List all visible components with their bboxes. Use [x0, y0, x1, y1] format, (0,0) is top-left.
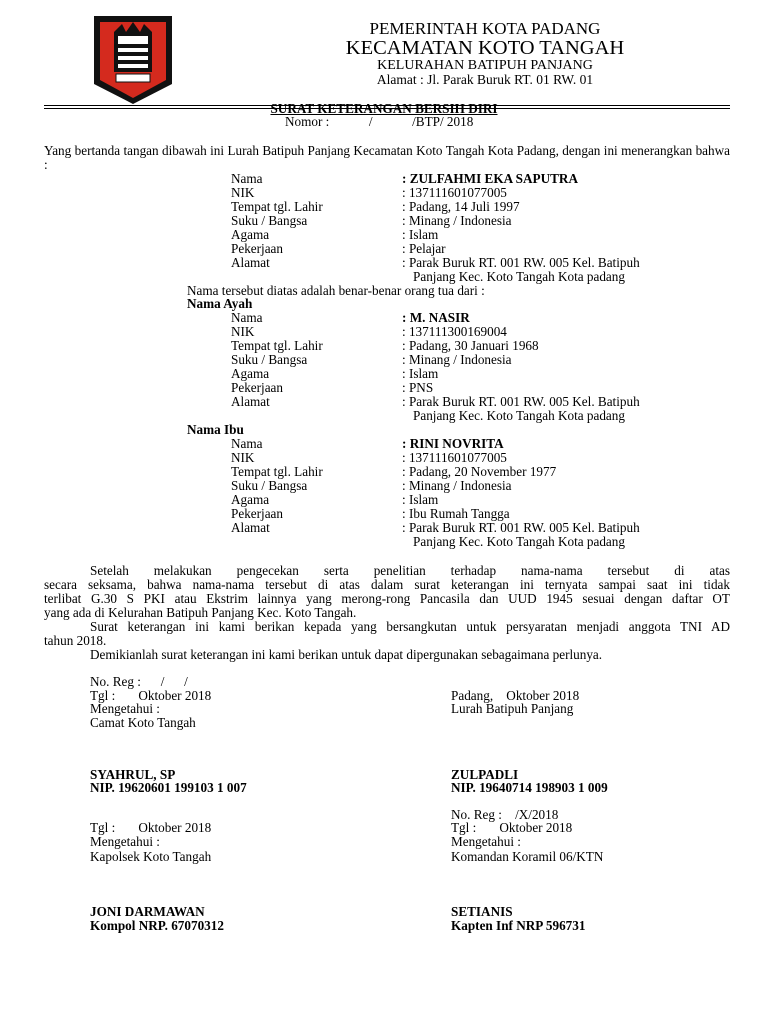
detail-value: : 137111300169004 [402, 324, 507, 339]
kapolsek-jabatan: Kapolsek Koto Tangah [90, 849, 212, 864]
camat-nip: NIP. 19620601 199103 1 007 [90, 780, 247, 795]
letter-title: SURAT KETERANGAN BERSIH DIRI [270, 101, 498, 116]
detail-value: : Islam [402, 227, 439, 242]
kapolsek-name: JONI DARMAWAN [90, 904, 205, 919]
detail-label: Suku / Bangsa [231, 478, 308, 493]
detail-value: : Padang, 14 Juli 1997 [402, 199, 520, 214]
kapolsek-nrp: Kompol NRP. 67070312 [90, 918, 224, 933]
intro-paragraph: Yang bertanda tangan dibawah ini Lurah Batipuh Panjang Kecamatan Koto Tangah Kota Padang, dengan ini menerangkan bahwa : [44, 143, 730, 172]
detail-value: : Islam [402, 366, 439, 381]
camat-name: SYAHRUL, SP [90, 767, 176, 782]
detail-value: : Minang / Indonesia [402, 352, 512, 367]
detail-value: : 137111601077005 [402, 450, 507, 465]
lurah-place-date: Padang, Oktober 2018 [451, 688, 580, 703]
lurah-jabatan: Lurah Batipuh Panjang [451, 701, 574, 716]
detail-label: Pekerjaan [231, 380, 283, 395]
lurah-nip: NIP. 19640714 198903 1 009 [451, 780, 608, 795]
body-p1-line2: secara seksama, bahwa nama-nama tersebut di atas dalam surat keterangan ini ternyata sampai saat ini tidak [44, 577, 730, 592]
camat-noreg: No. Reg : / / [90, 674, 188, 689]
detail-label: NIK [231, 324, 255, 339]
body-p3: Demikianlah surat keterangan ini kami berikan untuk dapat dipergunakan sebagaimana perlunya. [90, 647, 603, 662]
detail-label: Nama [231, 436, 263, 451]
detail-value: : Padang, 30 Januari 1968 [402, 338, 539, 353]
detail-label: Suku / Bangsa [231, 213, 308, 228]
danramil-mengetahui: Mengetahui : [451, 834, 521, 849]
detail-label: Alamat [231, 255, 270, 270]
detail-value-continued: Panjang Kec. Koto Tangah Kota padang [413, 534, 625, 549]
header-government: PEMERINTAH KOTA PADANG [369, 19, 601, 38]
detail-label: Tempat tgl. Lahir [231, 464, 323, 479]
detail-value-continued: Panjang Kec. Koto Tangah Kota padang [413, 269, 625, 284]
detail-label: Agama [231, 227, 270, 242]
detail-value: : Pelajar [402, 241, 446, 256]
letter-number: Nomor : / /BTP/ 2018 [285, 114, 474, 129]
detail-value: : Parak Buruk RT. 001 RW. 005 Kel. Batipuh [402, 394, 640, 409]
city-emblem-logo [92, 14, 174, 106]
danramil-name: SETIANIS [451, 904, 513, 919]
body-p2-line2: tahun 2018. [44, 633, 107, 648]
detail-value: : 137111601077005 [402, 185, 507, 200]
danramil-tgl: Tgl : Oktober 2018 [451, 820, 573, 835]
camat-tgl: Tgl : Oktober 2018 [90, 688, 212, 703]
danramil-noreg: No. Reg : /X/2018 [451, 807, 559, 822]
kapolsek-tgl: Tgl : Oktober 2018 [90, 820, 212, 835]
body-p1-line1: Setelah melakukan pengecekan serta penelitian terhadap nama-nama tersebut di atas [90, 563, 730, 578]
father-heading: Nama Ayah [187, 296, 253, 311]
detail-value-continued: Panjang Kec. Koto Tangah Kota padang [413, 408, 625, 423]
header-address: Alamat : Jl. Parak Buruk RT. 01 RW. 01 [376, 72, 594, 87]
detail-label: Pekerjaan [231, 241, 283, 256]
parents-intro: Nama tersebut diatas adalah benar-benar orang tua dari : [187, 283, 485, 298]
lurah-name: ZULPADLI [451, 767, 519, 782]
detail-label: NIK [231, 185, 255, 200]
detail-value: : PNS [402, 380, 434, 395]
mother-heading: Nama Ibu [187, 422, 244, 437]
detail-value: : Parak Buruk RT. 001 RW. 005 Kel. Batipuh [402, 520, 640, 535]
danramil-jabatan: Komandan Koramil 06/KTN [451, 849, 604, 864]
detail-value: : RINI NOVRITA [402, 436, 504, 451]
detail-label: Tempat tgl. Lahir [231, 199, 323, 214]
detail-label: Nama [231, 171, 263, 186]
detail-label: Nama [231, 310, 263, 325]
detail-label: Suku / Bangsa [231, 352, 308, 367]
danramil-nrp: Kapten Inf NRP 596731 [451, 918, 586, 933]
camat-mengetahui: Mengetahui : [90, 701, 160, 716]
header-kecamatan: KECAMATAN KOTO TANGAH [345, 37, 625, 59]
detail-value: : Minang / Indonesia [402, 478, 512, 493]
body-p1-line3: terlibat G.30 S PKI atau Ekstrim lainnya yang merong-rong Pancasila dan UUD 1945 sesuai dengan daftar OT [44, 591, 730, 606]
detail-value: : Ibu Rumah Tangga [402, 506, 510, 521]
detail-label: Tempat tgl. Lahir [231, 338, 323, 353]
detail-value: : ZULFAHMI EKA SAPUTRA [402, 171, 578, 186]
detail-value: : Islam [402, 492, 439, 507]
detail-value: : Parak Buruk RT. 001 RW. 005 Kel. Batipuh [402, 255, 640, 270]
detail-label: NIK [231, 450, 255, 465]
detail-label: Agama [231, 366, 270, 381]
body-p1-line4: yang ada di Kelurahan Batipuh Panjang Kec. Koto Tangah. [44, 605, 357, 620]
detail-label: Alamat [231, 520, 270, 535]
detail-label: Alamat [231, 394, 270, 409]
kapolsek-mengetahui: Mengetahui : [90, 834, 160, 849]
detail-value: : Minang / Indonesia [402, 213, 512, 228]
detail-label: Agama [231, 492, 270, 507]
detail-value: : Padang, 20 November 1977 [402, 464, 557, 479]
camat-jabatan: Camat Koto Tangah [90, 715, 196, 730]
header-kelurahan: KELURAHAN BATIPUH PANJANG [377, 58, 593, 73]
body-p2-line1: Surat keterangan ini kami berikan kepada yang bersangkutan untuk persyaratan menjadi anggota TNI AD [90, 619, 730, 634]
detail-label: Pekerjaan [231, 506, 283, 521]
detail-value: : M. NASIR [402, 310, 470, 325]
